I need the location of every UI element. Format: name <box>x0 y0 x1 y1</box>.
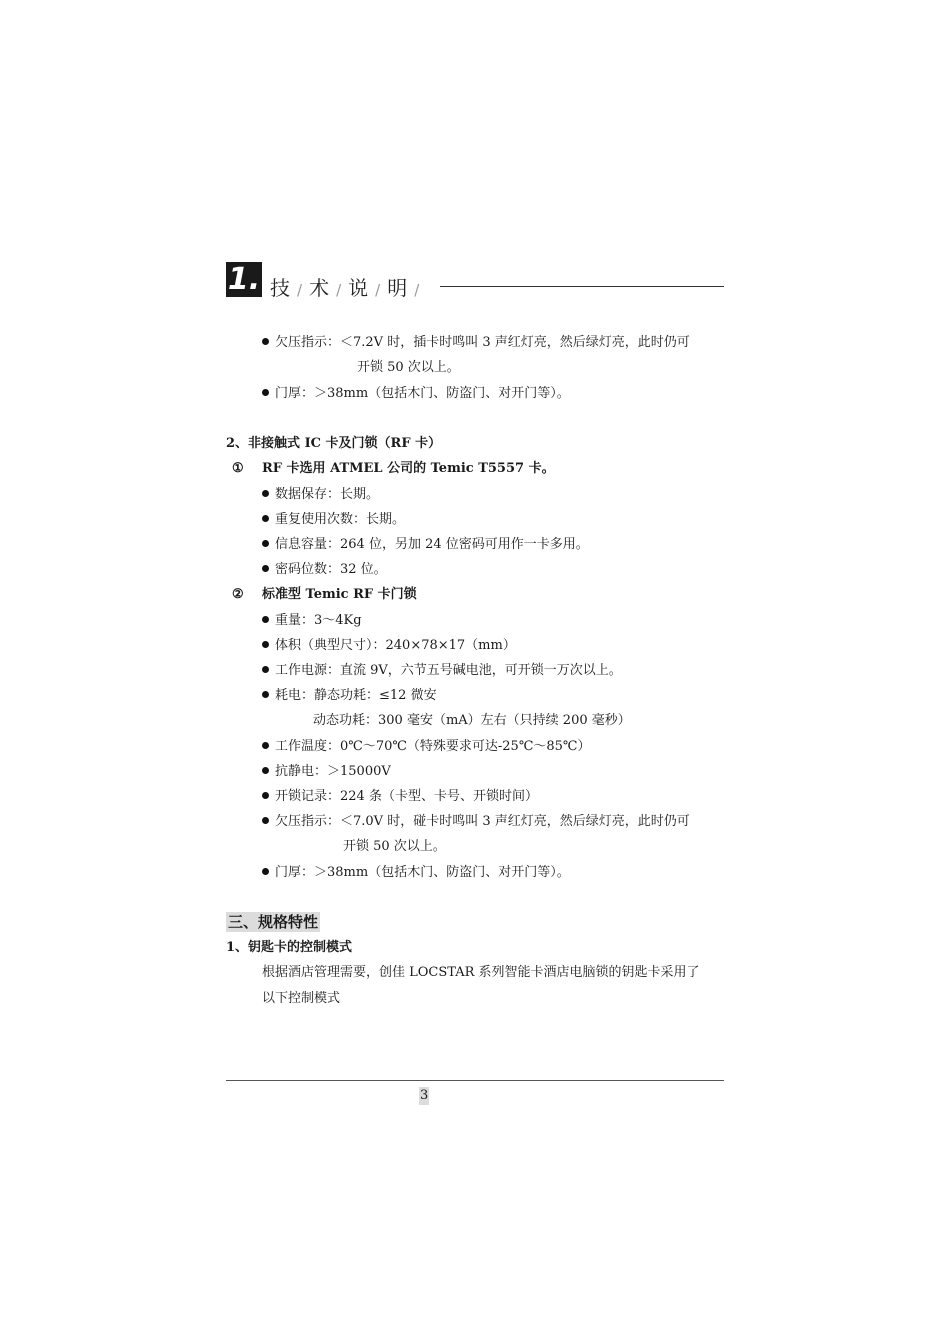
bullet-item: 开锁记录：224 条（卡型、卡号、开锁时间） <box>262 788 538 806</box>
section-title <box>270 272 426 301</box>
circled-number: ② <box>232 587 244 602</box>
bullet-dot-icon <box>262 792 269 799</box>
bullet-item: 密码位数：32 位。 <box>262 561 387 579</box>
section-heading: 三、规格特性 <box>228 913 319 931</box>
subsection-heading: 2、非接触式 IC 卡及门锁（RF 卡） <box>226 436 442 451</box>
section-number-badge: 1. <box>227 262 261 297</box>
page-number: 3 <box>420 1088 429 1103</box>
bullet-item: 重复使用次数：长期。 <box>262 511 405 529</box>
slash-separator: / <box>414 281 422 299</box>
bullet-dot-icon <box>262 691 269 698</box>
bullet-continuation: 开锁 50 次以上。 <box>357 360 460 375</box>
bullet-continuation: 动态功耗：300 毫安（mA）左右（只持续 200 毫秒） <box>313 713 631 728</box>
bullet-dot-icon <box>262 389 269 396</box>
bullet-item: 工作电源：直流 9V，六节五号碱电池，可开锁一万次以上。 <box>262 662 622 680</box>
bullet-item: 重量：3～4Kg <box>262 612 362 630</box>
title-char: 明 <box>387 276 410 300</box>
bullet-item: 欠压指示：＜7.0V 时，碰卡时鸣叫 3 声红灯亮，然后绿灯亮，此时仍可 <box>262 813 690 831</box>
bullet-dot-icon <box>262 338 269 345</box>
title-char: 技 <box>270 276 292 300</box>
paragraph-line: 根据酒店管理需要，创佳 LOCSTAR 系列智能卡酒店电脑锁的钥匙卡采用了 <box>262 965 700 980</box>
bullet-dot-icon <box>262 742 269 749</box>
subsection-heading: 1、钥匙卡的控制模式 <box>226 940 353 955</box>
bullet-item: 信息容量：264 位，另加 24 位密码可用作一卡多用。 <box>262 536 589 554</box>
footer-rule <box>226 1080 724 1081</box>
circled-number: ① <box>232 461 244 476</box>
bullet-dot-icon <box>262 817 269 824</box>
bullet-item: 数据保存：长期。 <box>262 486 379 504</box>
slash-separator: / <box>297 281 305 299</box>
title-char: 说 <box>348 276 371 300</box>
paragraph-line: 以下控制模式 <box>262 991 341 1006</box>
bullet-continuation: 开锁 50 次以上。 <box>343 839 446 854</box>
bullet-dot-icon <box>262 540 269 547</box>
slash-separator: / <box>375 281 383 299</box>
bullet-item: 欠压指示：＜7.2V 时，插卡时鸣叫 3 声红灯亮，然后绿灯亮，此时仍可 <box>262 334 690 352</box>
slash-separator: / <box>336 281 344 299</box>
bullet-dot-icon <box>262 565 269 572</box>
numbered-item-text: RF 卡选用 ATMEL 公司的 Temic T5557 卡。 <box>262 461 555 476</box>
bullet-dot-icon <box>262 616 269 623</box>
bullet-dot-icon <box>262 490 269 497</box>
bullet-dot-icon <box>262 641 269 648</box>
bullet-item: 抗静电：＞15000V <box>262 763 391 781</box>
bullet-item: 门厚：＞38mm（包括木门、防盗门、对开门等）。 <box>262 385 570 403</box>
numbered-item-text: 标准型 Temic RF 卡门锁 <box>262 587 417 602</box>
bullet-item: 耗电：静态功耗：≤12 微安 <box>262 687 437 705</box>
title-char: 术 <box>309 276 332 300</box>
bullet-dot-icon <box>262 767 269 774</box>
bullet-dot-icon <box>262 868 269 875</box>
bullet-dot-icon <box>262 515 269 522</box>
bullet-item: 工作温度：0℃～70℃（特殊要求可达-25℃～85℃） <box>262 738 590 756</box>
bullet-dot-icon <box>262 666 269 673</box>
bullet-item: 体积（典型尺寸）：240×78×17（mm） <box>262 637 516 655</box>
header-rule <box>440 286 724 287</box>
bullet-item: 门厚：＞38mm（包括木门、防盗门、对开门等）。 <box>262 864 570 882</box>
